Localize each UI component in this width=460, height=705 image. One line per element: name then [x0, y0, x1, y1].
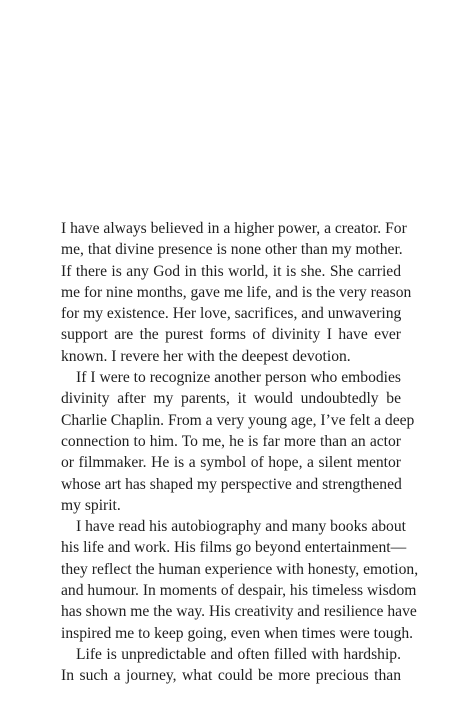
paragraph-2-line-7: my spirit. — [61, 496, 121, 514]
paragraph-3-line-5: has shown me the way. His creativity and resilience have — [61, 603, 417, 621]
paragraph-3-line-4: and humour. In moments of despair, his timeless wisdom — [61, 582, 417, 600]
paragraph-1-line-7: known. I revere her with the deepest devotion. — [61, 347, 351, 365]
paragraph-1-line-2: me, that divine presence is none other than my mother. — [61, 241, 403, 259]
paragraph-2-line-3: Charlie Chaplin. From a very young age, I’ve felt a deep — [61, 411, 415, 429]
paragraph-3-line-3: they reflect the human experience with honesty, emotion, — [61, 560, 419, 578]
paragraph-2-line-1: If I were to recognize another person who embodies — [76, 369, 401, 387]
body-text — [61, 218, 419, 687]
paragraph-2-line-2: divinity after my parents, it would undoubtedly be — [61, 390, 401, 408]
paragraph-3-line-1: I have read his autobiography and many books about — [76, 518, 406, 536]
paragraph-3-line-2: his life and work. His films go beyond entertainment— — [61, 539, 407, 557]
paragraph-1-line-5: for my existence. Her love, sacrifices, and unwavering — [61, 305, 402, 323]
paragraph-1-line-6: support are the purest forms of divinity I have ever — [61, 326, 401, 344]
paragraph-4-line-2: In such a journey, what could be more precious than — [61, 667, 401, 685]
paragraph-3-line-6: inspired me to keep going, even when times were tough. — [61, 624, 414, 642]
paragraph-2-line-6: whose art has shaped my perspective and strengthened — [61, 475, 402, 493]
paragraph-1-line-1: I have always believed in a higher power, a creator. For — [61, 220, 407, 237]
paragraph-2-line-4: connection to him. To me, he is far more than an actor — [61, 432, 401, 450]
paragraph-2-line-5: or filmmaker. He is a symbol of hope, a silent mentor — [61, 454, 401, 472]
paragraph-4-line-1: Life is unpredictable and often filled with hardship. — [76, 645, 401, 663]
paragraph-1-line-4: me for nine months, gave me life, and is the very reason — [61, 283, 412, 301]
paragraph-1-line-3: If there is any God in this world, it is she. She carried — [61, 262, 401, 280]
